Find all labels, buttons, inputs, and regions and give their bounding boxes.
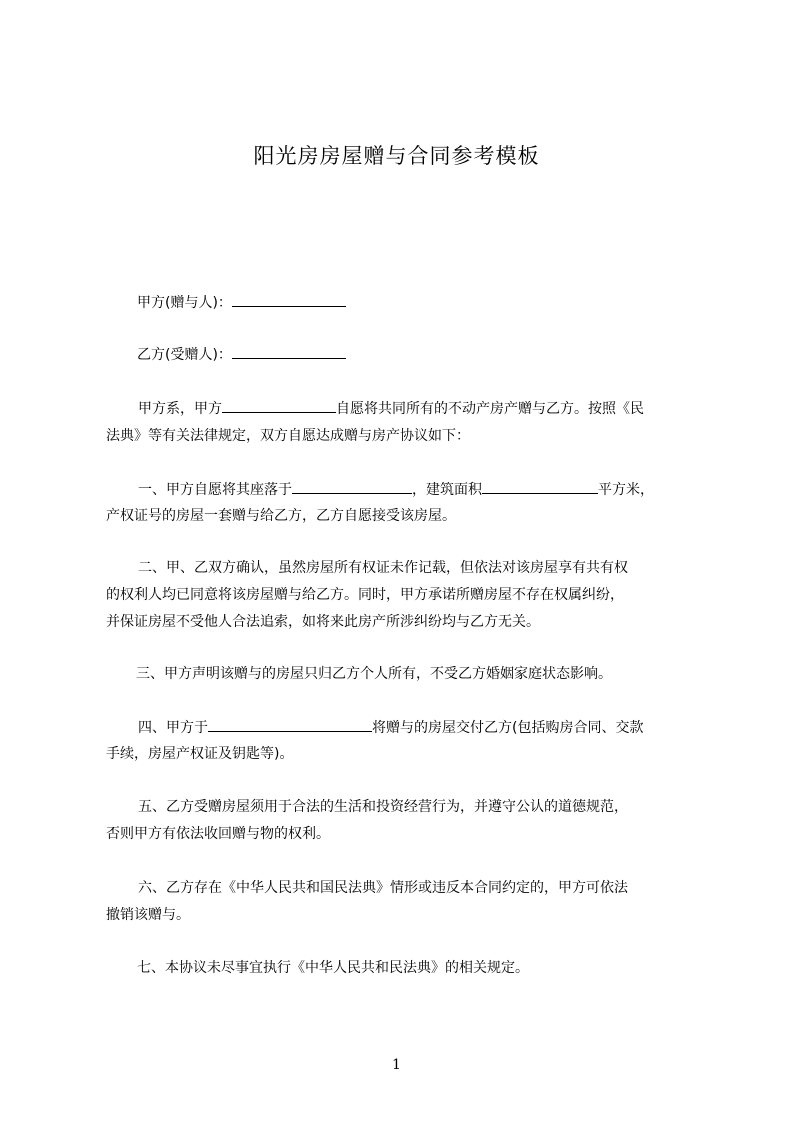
clause-5-line-1: 五、乙方受赠房屋须用于合法的生活和投资经营行为，并遵守公认的道德规范， xyxy=(138,799,628,815)
clause-2-line-3: 并保证房屋不受他人合法追索，如将来此房产所涉纠纷均与乙方无关。 xyxy=(106,614,540,630)
document-title: 阳光房房屋赠与合同参考模板 xyxy=(253,144,540,168)
intro-text-a: 甲方系，甲方 xyxy=(138,401,222,417)
party-b-blank xyxy=(232,344,346,359)
clause-4-text-a: 四、甲方于 xyxy=(138,720,208,736)
clause-1-area-blank xyxy=(482,479,598,494)
clause-1-line-1 xyxy=(138,479,738,500)
intro-line-1 xyxy=(138,398,738,419)
intro-text-b: 自愿将共同所有的不动产房产赠与乙方。按照《民 xyxy=(336,401,644,417)
clause-3-line-1: 三、甲方声明该赠与的房屋只归乙方个人所有，不受乙方婚姻家庭状态影响。 xyxy=(136,666,612,682)
clause-5-line-2: 否则甲方有依法收回赠与物的权利。 xyxy=(106,826,330,842)
clause-6-line-2: 撤销该赠与。 xyxy=(106,907,190,923)
clause-4-date-blank xyxy=(208,717,372,732)
clause-2-line-1: 二、甲、乙双方确认，虽然房屋所有权证未作记载，但依法对该房屋享有共有权 xyxy=(138,560,628,576)
party-b-label: 乙方(受赠人)： xyxy=(137,347,232,363)
clause-6-line-1: 六、乙方存在《中华人民共和国民法典》情形或违反本合同约定的，甲方可依法 xyxy=(138,880,628,896)
intro-line-2: 法典》等有关法律规定，双方自愿达成赠与房产协议如下： xyxy=(106,428,470,444)
clause-4-text-b: 将赠与的房屋交付乙方(包括购房合同、交款 xyxy=(372,720,644,736)
clause-4-line-1 xyxy=(138,717,738,738)
party-a-line xyxy=(137,292,737,313)
party-a-blank xyxy=(232,292,346,307)
party-b-line xyxy=(137,344,737,365)
clause-2-line-2: 的权利人均已同意将该房屋赠与给乙方。同时，甲方承诺所赠房屋不存在权属纠纷， xyxy=(106,587,624,603)
page-number: 1 xyxy=(392,1057,401,1073)
clause-1-text-a: 一、甲方自愿将其座落于 xyxy=(138,482,292,498)
clause-1-location-blank xyxy=(292,479,412,494)
clause-1-text-b: ，建筑面积 xyxy=(412,482,482,498)
clause-4-line-2: 手续，房屋产权证及钥匙等)。 xyxy=(106,746,294,762)
party-a-label: 甲方(赠与人)： xyxy=(137,295,232,311)
clause-1-text-c: 平方米， xyxy=(598,482,654,498)
clause-1-line-2: 产权证号的房屋一套赠与给乙方，乙方自愿接受该房屋。 xyxy=(106,508,456,524)
clause-7-line-1: 七、本协议未尽事宜执行《中华人民共和民法典》的相关规定。 xyxy=(137,960,529,976)
intro-blank xyxy=(222,398,336,413)
